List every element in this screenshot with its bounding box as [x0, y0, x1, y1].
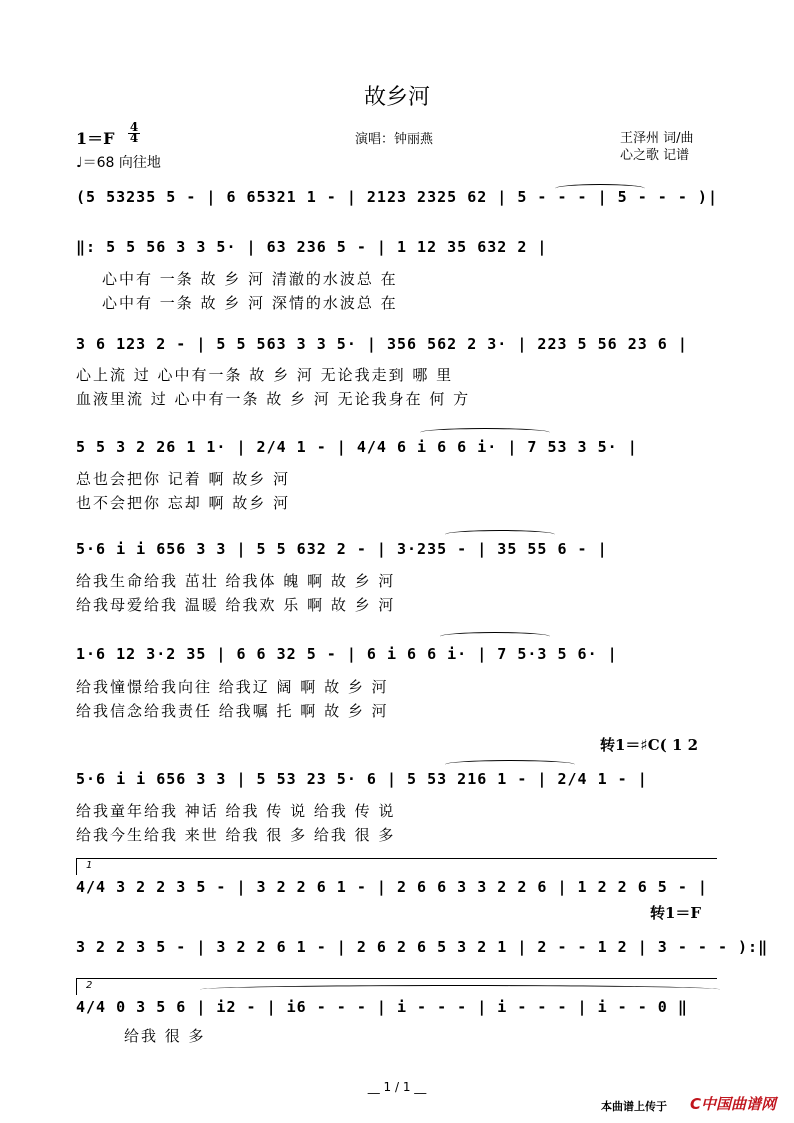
key-signature: 1＝F: [76, 129, 115, 148]
score-row-1: ‖: 5 5 56 3 3 5· | 63 236 5 - | 1 12 35 632 2 |: [76, 238, 548, 256]
upload-note: 本曲谱上传于: [601, 1100, 667, 1113]
tie-arc: [555, 184, 645, 193]
tie-arc: [440, 632, 550, 641]
lyric-verse2-row-2: 血液里流 过 心中有一条 故 乡 河 无论我身在 何 方: [76, 390, 471, 408]
lyric-row-9: 给我 很 多: [124, 1027, 206, 1045]
score-row-intro: (5 53235 5 - | 6 65321 1 - | 2123 2325 62 | 5 - - - | 5 - - - )|: [76, 188, 718, 206]
lyric-verse1-row-1: 心中有 一条 故 乡 河 清澈的水波总 在: [102, 270, 398, 288]
score-row-2: 3 6 123 2 - | 5 5 563 3 3 5· | 356 562 2 3· | 223 5 56 23 6 |: [76, 335, 688, 353]
song-title: 故乡河: [363, 85, 430, 110]
lyric-verse2-row-6: 给我今生给我 来世 给我 很 多 给我 很 多: [76, 826, 396, 844]
score-row-9: 4/4 0 3 5 6 | i2 - | i6 - - - | i - - - | i - - - | i - - 0 ‖: [76, 998, 688, 1016]
score-row-4: 5·6 i i 656 3 3 | 5 5 632 2 - | 3·235 - | 35 55 6 - |: [76, 540, 608, 558]
score-row-3: 5 5 3 2 26 1 1· | 2/4 1 - | 4/4 6 i 6 6 i· | 7 53 3 5· |: [76, 438, 638, 456]
time-signature-line: [128, 133, 140, 134]
lyric-verse1-row-2: 心上流 过 心中有一条 故 乡 河 无论我走到 哪 里: [76, 366, 454, 384]
lyric-verse1-row-5: 给我憧憬给我向往 给我辽 阔 啊 故 乡 河: [76, 678, 389, 696]
score-row-5: 1·6 12 3·2 35 | 6 6 32 5 - | 6 i 6 6 i· | 7 5·3 5 6· |: [76, 645, 618, 663]
time-signature: [128, 122, 140, 144]
lyric-verse1-row-3: 总也会把你 记着 啊 故乡 河: [76, 470, 291, 488]
site-logo: C中国曲谱网: [690, 1095, 777, 1113]
score-row-7: 4/4 3 2 2 3 5 - | 3 2 2 6 1 - | 2 6 6 3 3 2 2 6 | 1 2 2 6 5 - |: [76, 878, 708, 896]
volta-number-1: 1: [86, 860, 93, 871]
modulation-marking: 转1＝♯C( 1 2: [600, 736, 699, 754]
lyric-verse2-row-3: 也不会把你 忘却 啊 故乡 河: [76, 494, 291, 512]
lyric-verse2-row-5: 给我信念给我责任 给我嘱 托 啊 故 乡 河: [76, 702, 389, 720]
time-signature-top: 4: [129, 120, 139, 134]
singer-credit: 演唱：钟丽燕: [355, 132, 434, 147]
lyric-verse2-row-4: 给我母爱给我 温暖 给我欢 乐 啊 故 乡 河: [76, 596, 396, 614]
tie-arc: [200, 985, 720, 994]
lyricist-composer-credit: 王泽州 词/曲: [620, 131, 694, 146]
time-signature-bottom: 4: [129, 131, 139, 145]
lyric-verse1-row-4: 给我生命给我 茁壮 给我体 魄 啊 故 乡 河: [76, 572, 396, 590]
volta-bracket-1: [76, 858, 717, 875]
score-row-6: 5·6 i i 656 3 3 | 5 53 23 5· 6 | 5 53 216 1 - | 2/4 1 - |: [76, 770, 648, 788]
lyric-verse1-row-6: 给我童年给我 神话 给我 传 说 给我 传 说: [76, 802, 396, 820]
volta-number-2: 2: [86, 980, 93, 991]
tie-arc: [420, 428, 550, 437]
tie-arc: [445, 530, 555, 539]
tie-arc: [445, 760, 575, 769]
score-row-8: 3 2 2 3 5 - | 3 2 2 6 1 - | 2 6 2 6 5 3 2 1 | 2 - - 1 2 | 3 - - - ):‖: [76, 938, 769, 956]
tempo-marking: ♩＝68 向往地: [76, 155, 161, 171]
transcriber-credit: 心之歌 记谱: [620, 148, 690, 163]
modulation-marking: 转1＝F: [650, 904, 702, 922]
lyric-verse2-row-1: 心中有 一条 故 乡 河 深情的水波总 在: [102, 294, 398, 312]
page-number: __ 1 / 1 __: [367, 1080, 427, 1094]
